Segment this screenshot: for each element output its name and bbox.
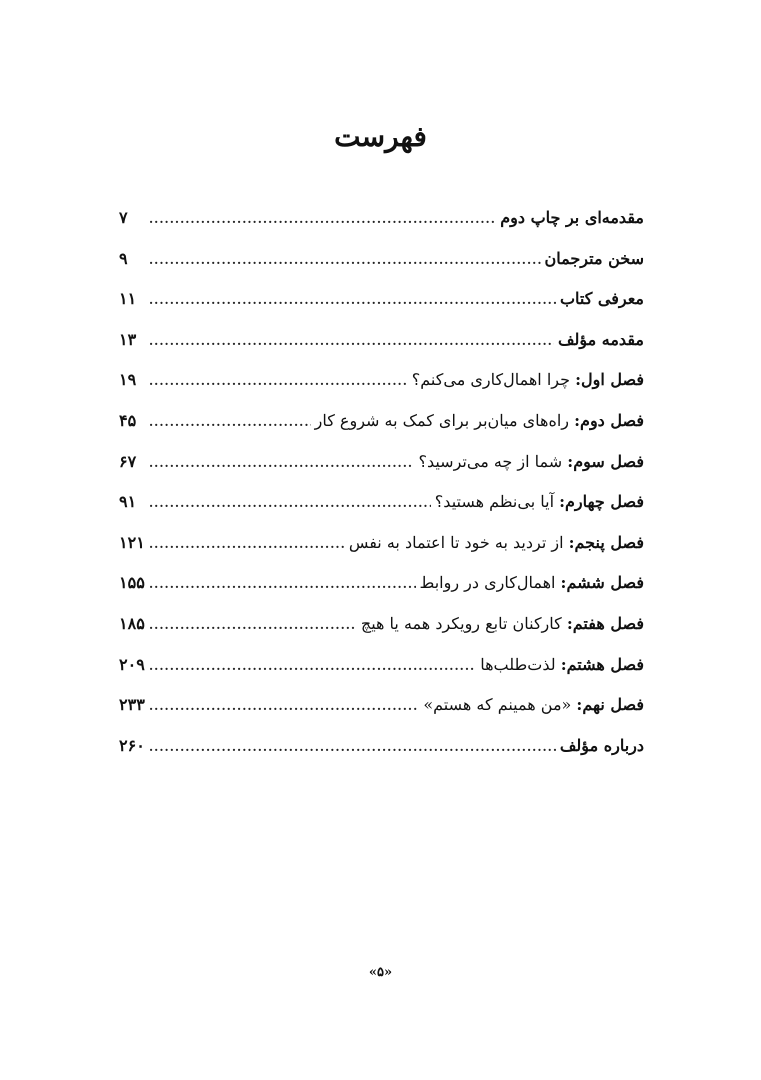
toc-entry-text bbox=[412, 360, 644, 400]
toc-entry-text bbox=[560, 279, 644, 319]
toc-page-number: ۱۸۵ bbox=[119, 613, 145, 633]
toc-entry-text bbox=[361, 604, 644, 644]
toc-page-number: ۹۱ bbox=[119, 492, 137, 512]
toc-entry-label: فصل هشتم: bbox=[560, 654, 644, 674]
toc-entry-label: معرفی کتاب bbox=[559, 289, 644, 309]
toc-page-number: ۷ bbox=[119, 208, 128, 227]
dot-leader bbox=[149, 564, 416, 604]
toc-entry-subtitle: اهمال‌کاری در روابط bbox=[419, 573, 556, 593]
toc-entry-text bbox=[560, 726, 644, 766]
toc-entry-text bbox=[435, 482, 644, 522]
dot-leader bbox=[149, 321, 554, 361]
toc-entry-label: درباره مؤلف bbox=[559, 735, 644, 755]
toc-entry-subtitle: چرا اهمال‌کاری می‌کنم؟ bbox=[411, 370, 570, 390]
dot-leader bbox=[149, 483, 431, 523]
toc-entry-subtitle: شما از چه می‌ترسید؟ bbox=[418, 451, 563, 471]
toc-entry bbox=[119, 239, 644, 280]
toc-entry bbox=[119, 401, 644, 442]
toc-entry-label: فصل نهم: bbox=[576, 695, 644, 715]
dot-leader bbox=[149, 727, 556, 767]
toc-page-number: ۲۰۹ bbox=[119, 654, 145, 674]
toc-entry-text bbox=[420, 563, 644, 603]
toc-entry-label: مقدمه‌ای بر چاپ دوم bbox=[500, 208, 644, 227]
dot-leader bbox=[149, 240, 541, 280]
toc-entry bbox=[119, 442, 644, 483]
toc-entry bbox=[119, 563, 644, 604]
toc-entry-subtitle: از تردید به خود تا اعتماد به نفس bbox=[348, 532, 564, 552]
toc-entry bbox=[119, 726, 644, 767]
page-title: فهرست bbox=[334, 120, 427, 153]
toc-entry bbox=[119, 360, 644, 401]
page-number-footer: «۵» bbox=[368, 965, 393, 980]
dot-leader bbox=[149, 646, 476, 686]
toc-entry-subtitle: لذت‌طلب‌ها bbox=[480, 654, 556, 674]
toc-entry bbox=[119, 685, 644, 726]
toc-page-number: ۱۹ bbox=[119, 370, 137, 390]
toc-entry bbox=[119, 604, 644, 645]
toc-page-number: ۱۱ bbox=[119, 289, 137, 309]
toc-entry-label: فصل پنجم: bbox=[568, 532, 644, 552]
toc-entry-text bbox=[545, 239, 644, 279]
toc-entry bbox=[119, 198, 644, 239]
dot-leader bbox=[149, 199, 496, 239]
toc-entry-subtitle: آیا بی‌نظم هستید؟ bbox=[434, 492, 555, 512]
toc-entry-text bbox=[558, 320, 644, 360]
toc-entry-label: مقدمه مؤلف bbox=[557, 329, 644, 349]
toc-entry-label: فصل اول: bbox=[575, 370, 644, 390]
toc-entry bbox=[119, 320, 644, 361]
toc-page-number: ۱۲۱ bbox=[119, 532, 145, 552]
toc-entry-subtitle: راه‌های میان‌بر برای کمک به شروع کار bbox=[314, 410, 570, 430]
toc-entry-text bbox=[418, 442, 644, 482]
dot-leader bbox=[149, 443, 414, 483]
table-of-contents bbox=[119, 198, 644, 766]
toc-entry-subtitle: کارکنان تابع رویکرد همه یا هیچ bbox=[360, 613, 562, 633]
toc-page-number: ۶۷ bbox=[119, 451, 137, 471]
toc-entry-text bbox=[500, 198, 644, 238]
toc-entry-label: فصل سوم: bbox=[567, 451, 644, 471]
dot-leader bbox=[149, 605, 357, 645]
dot-leader bbox=[149, 524, 345, 564]
toc-page-number: ۹ bbox=[119, 248, 128, 268]
dot-leader bbox=[149, 402, 311, 442]
dot-leader bbox=[149, 280, 556, 320]
toc-entry-label: فصل چهارم: bbox=[559, 492, 644, 512]
toc-entry-label: سخن مترجمان bbox=[544, 248, 644, 268]
toc-entry bbox=[119, 523, 644, 564]
toc-entry-subtitle: «من همینم که هستم» bbox=[423, 695, 572, 715]
toc-entry-label: فصل هفتم: bbox=[566, 613, 644, 633]
dot-leader bbox=[149, 361, 408, 401]
toc-entry-label: فصل دوم: bbox=[574, 410, 644, 430]
toc-entry-text bbox=[315, 401, 644, 441]
toc-page-number: ۱۳ bbox=[119, 329, 137, 349]
toc-entry bbox=[119, 279, 644, 320]
toc-page-number: ۱۵۵ bbox=[119, 573, 145, 593]
toc-entry-text bbox=[480, 645, 644, 685]
toc-entry bbox=[119, 482, 644, 523]
dot-leader bbox=[149, 686, 419, 726]
toc-page-number: ۲۶۰ bbox=[119, 735, 145, 755]
toc-page-number: ۴۵ bbox=[119, 410, 137, 430]
toc-entry bbox=[119, 645, 644, 686]
toc-entry-text bbox=[423, 685, 644, 725]
toc-page-number: ۲۳۳ bbox=[119, 695, 145, 715]
toc-entry-label: فصل ششم: bbox=[560, 573, 644, 593]
toc-entry-text bbox=[349, 523, 644, 563]
